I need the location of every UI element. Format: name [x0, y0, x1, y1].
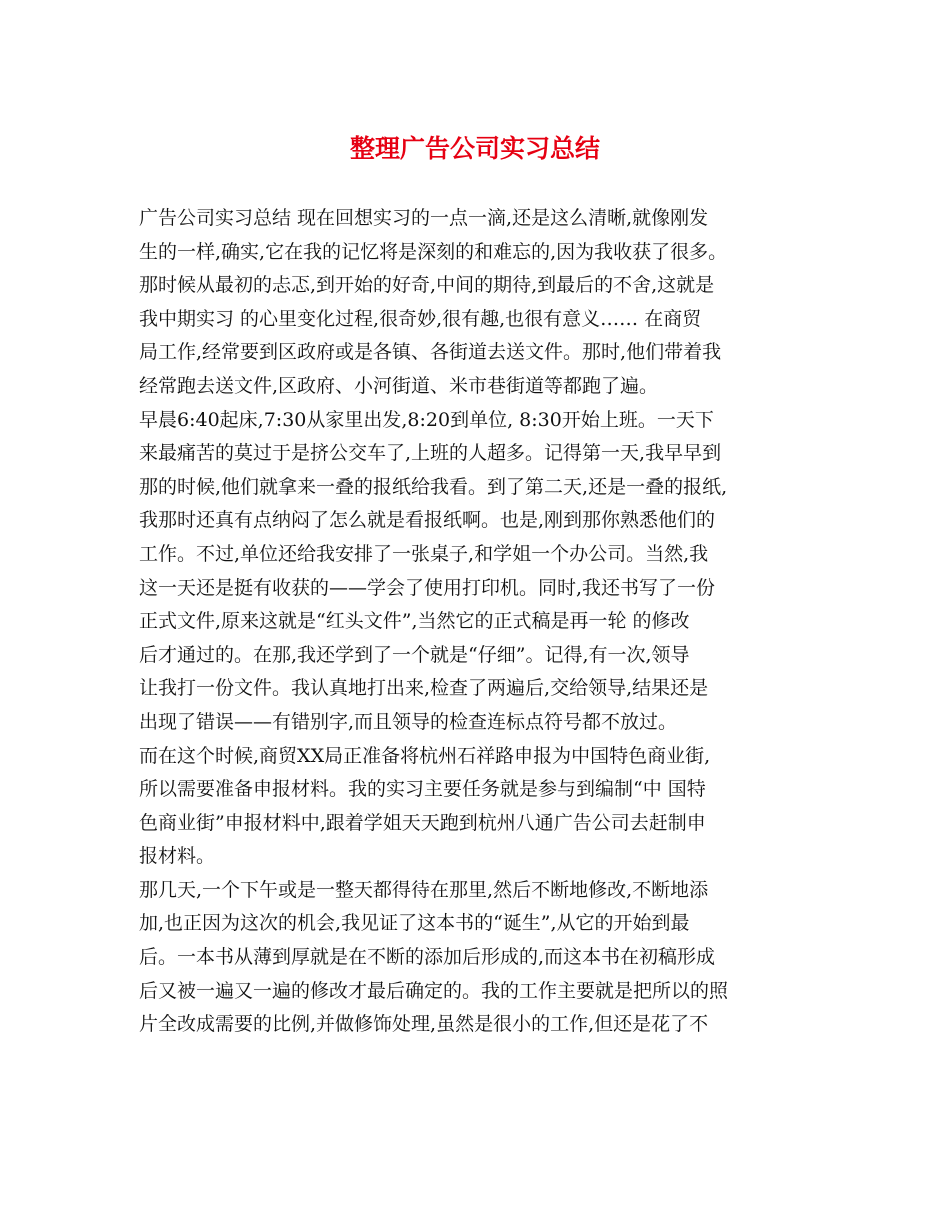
document-title: 整理广告公司实习总结	[349, 134, 600, 163]
body-line: 色商业街”申报材料中,跟着学姐天天跑到杭州八通广告公司去赶制申	[139, 811, 706, 834]
body-line: 工作。不过,单位还给我安排了一张桌子,和学姐一个办公司。当然,我	[139, 542, 709, 565]
body-line: 经常跑去送文件,区政府、小河街道、米市巷街道等都跑了遍。	[139, 374, 659, 397]
body-line: 早晨6:40起床,7:30从家里出发,8:20到单位, 8:30开始上班。一天下	[139, 408, 714, 431]
body-line: 我中期实习 的心里变化过程,很奇妙,很有趣,也很有意义…… 在商贸	[139, 307, 702, 330]
body-line: 所以需要准备申报材料。我的实习主要任务就是参与到编制“中 国特	[139, 778, 706, 801]
body-line: 报材料。	[139, 845, 216, 868]
body-line: 局工作,经常要到区政府或是各镇、各街道去送文件。那时,他们带着我	[139, 341, 722, 364]
body-line: 正式文件,原来这就是“红头文件”,当然它的正式稿是再一轮 的修改	[139, 610, 690, 633]
body-line: 我那时还真有点纳闷了怎么就是看报纸啊。也是,刚到那你熟悉他们的	[139, 509, 716, 532]
body-line: 这一天还是挺有收获的——学会了使用打印机。同时,我还书写了一份	[139, 576, 716, 599]
document-body	[139, 202, 839, 1042]
body-line: 广告公司实习总结 现在回想实习的一点一滴,还是这么清晰,就像刚发	[139, 207, 709, 229]
body-line: 片全改成需要的比例,并做修饰处理,虽然是很小的工作,但还是花了不	[139, 1013, 709, 1036]
body-line: 后。一本书从薄到厚就是在不断的添加后形成的,而这本书在初稿形成	[139, 946, 716, 969]
body-line: 那时候从最初的忐忑,到开始的好奇,中间的期待,到最后的不舍,这就是	[139, 274, 715, 297]
body-line: 后才通过的。在那,我还学到了一个就是“仔细”。记得,有一次,领导	[139, 643, 690, 666]
body-line: 生的一样,确实,它在我的记忆将是深刻的和难忘的,因为我收获了很多。	[139, 240, 728, 263]
body-line: 那的时候,他们就拿来一叠的报纸给我看。到了第二天,还是一叠的报纸,	[139, 475, 728, 498]
body-line: 那几天,一个下午或是一整天都得待在那里,然后不断地修改,不断地添	[139, 878, 709, 901]
body-line: 加,也正因为这次的机会,我见证了这本书的“诞生”,从它的开始到最	[139, 912, 690, 935]
body-line: 让我打一份文件。我认真地打出来,检查了两遍后,交给领导,结果还是	[139, 677, 709, 700]
body-line: 而在这个时候,商贸XX局正准备将杭州石祥路申报为中国特色商业街,	[139, 744, 711, 767]
body-line: 出现了错误——有错别字,而且领导的检查连标点符号都不放过。	[139, 710, 678, 733]
body-line: 来最痛苦的莫过于是挤公交车了,上班的人超多。记得第一天,我早早到	[139, 442, 722, 465]
body-line: 后又被一遍又一遍的修改才最后确定的。我的工作主要就是把所以的照	[139, 979, 729, 1002]
